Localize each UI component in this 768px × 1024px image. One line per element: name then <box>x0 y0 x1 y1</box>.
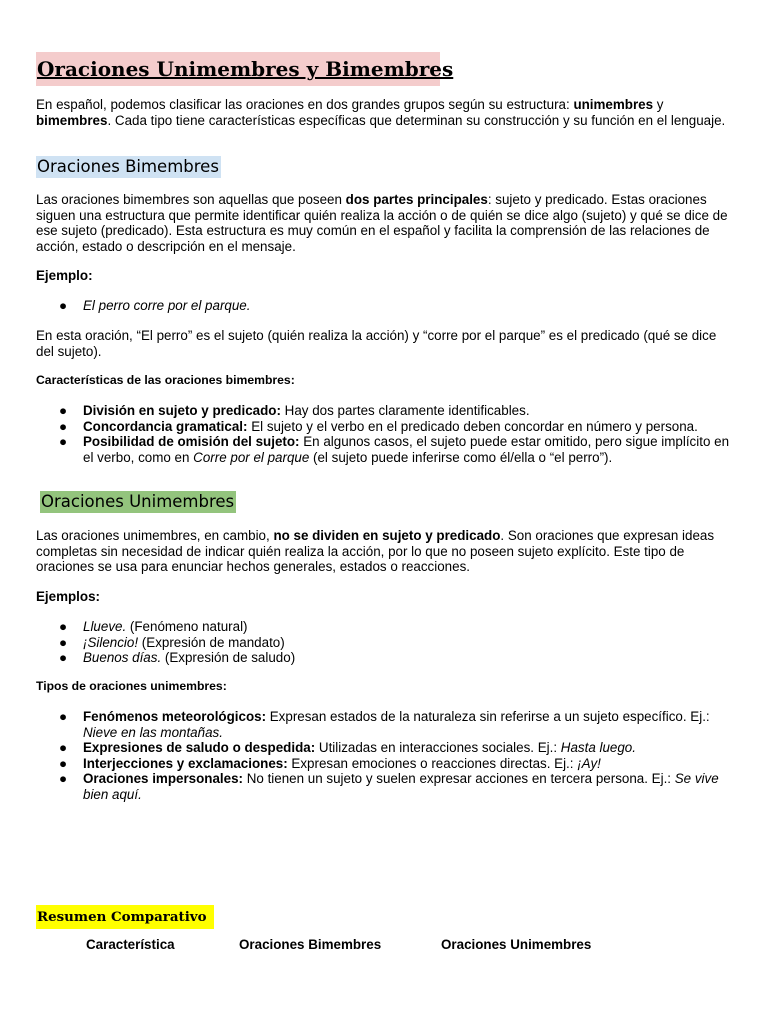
bimembres-paragraph <box>36 192 730 254</box>
bullet-icon: ● <box>59 403 68 418</box>
list-item <box>36 650 730 666</box>
bimembres-explanation: En esta oración, “El perro” es el sujeto (quién realiza la acción) y “corre por el parque” es el predicado (qué se dice del sujeto). <box>36 328 717 359</box>
bimembres-bold: dos partes principales <box>345 192 488 207</box>
bimembres-features-label: Características de las oraciones bimembres: <box>36 373 295 387</box>
bullet-icon: ● <box>59 418 68 434</box>
list-item <box>36 419 730 435</box>
list-item <box>36 756 730 772</box>
type-title: Expresiones de saludo o despedida: <box>83 740 316 755</box>
type-example: Se vive bien aquí. <box>83 771 719 802</box>
example-text: (Expresión de saludo) <box>161 650 296 665</box>
type-example: Hasta luego. <box>560 740 636 755</box>
type-text: Expresan emociones o reacciones directas. Ej.: <box>287 755 578 771</box>
bullet-icon: ● <box>59 771 68 786</box>
type-text: No tienen un sujeto y suelen expresar acciones en tercera persona. Ej.: <box>243 771 675 786</box>
heading-unimembres: Oraciones Unimembres <box>41 492 235 511</box>
table-header-caracteristica: Característica <box>86 937 175 952</box>
bimembres-text-2: : sujeto y predicado. Estas oraciones siguen una estructura que permite identificar quién realiza la acción o de quién se dice algo (sujeto) y qué se dice de ese sujeto (predicado). Esta estructura es muy común en el español y facilita la comprensión de las relaciones de acción, estado o descripción en el mensaje. <box>36 192 728 254</box>
list-item <box>36 740 730 756</box>
feature-text: El sujeto y el verbo en el predicado deben concordar en número y persona. <box>247 418 698 434</box>
list-item <box>36 298 730 314</box>
list-item <box>36 771 730 802</box>
intro-bold-bimembres: bimembres <box>36 112 108 128</box>
bullet-icon: ● <box>59 650 68 665</box>
feature-text-2: (el sujeto puede inferirse como él/ella o “el perro”). <box>309 449 613 465</box>
bullet-icon: ● <box>59 434 68 449</box>
example-text: (Fenómeno natural) <box>126 619 248 634</box>
feature-title: Posibilidad de omisión del sujeto: <box>83 434 300 449</box>
bullet-icon: ● <box>59 298 68 313</box>
type-title: Interjecciones y exclamaciones: <box>83 755 288 771</box>
bullet-icon: ● <box>59 619 68 634</box>
bullet-icon: ● <box>59 634 68 650</box>
unimembres-text-1: Las oraciones unimembres, en cambio, <box>36 528 274 543</box>
feature-title: Concordancia gramatical: <box>83 418 248 434</box>
bimembres-features-list <box>36 403 730 465</box>
table-header-unimembres: Oraciones Unimembres <box>441 937 592 952</box>
table-header-bimembres: Oraciones Bimembres <box>239 937 382 952</box>
list-item <box>36 403 730 419</box>
feature-title: División en sujeto y predicado: <box>83 403 281 418</box>
unimembres-paragraph <box>36 528 730 575</box>
example-italic: Buenos días. <box>83 650 162 665</box>
intro-text-2: y <box>653 97 664 112</box>
feature-text: Hay dos partes claramente identificables. <box>280 403 530 418</box>
feature-italic: Corre por el parque <box>193 449 310 465</box>
intro-paragraph <box>36 97 730 128</box>
type-title: Fenómenos meteorológicos: <box>83 709 267 724</box>
intro-bold-unimembres: unimembres <box>573 97 654 112</box>
list-item <box>36 434 730 465</box>
unimembres-bold: no se dividen en sujeto y predicado <box>273 528 501 543</box>
example-italic: ¡Silencio! <box>83 634 139 650</box>
type-text: Utilizadas en interacciones sociales. Ej.: <box>315 740 561 755</box>
unimembres-types-list <box>36 709 730 802</box>
type-title: Oraciones impersonales: <box>83 771 244 786</box>
bullet-icon: ● <box>59 740 68 755</box>
example-italic: Llueve. <box>83 619 127 634</box>
bimembres-example-label: Ejemplo: <box>36 268 93 283</box>
intro-text-3: . Cada tipo tiene características específicas que determinan su construcción y su función en el lenguaje. <box>107 112 726 128</box>
bullet-icon: ● <box>59 709 68 724</box>
type-text: Expresan estados de la naturaleza sin referirse a un sujeto específico. Ej.: <box>266 709 710 724</box>
unimembres-text-2: . Son oraciones que expresan ideas completas sin necesidad de indicar quién realiza la acción, por lo que no poseen sujeto explícito. Este tipo de oraciones se usa para enunciar hechos generales, estados o reacciones. <box>36 528 715 574</box>
example-text: El perro corre por el parque. <box>83 298 251 313</box>
feature-text: En algunos casos, el sujeto puede estar omitido, pero sigue implícito en el verbo, como en <box>83 434 730 465</box>
heading-bimembres: Oraciones Bimembres <box>37 157 219 176</box>
bullet-icon: ● <box>59 755 68 771</box>
type-example: Nieve en las montañas. <box>83 724 223 740</box>
intro-text-1: En español, podemos clasificar las oraciones en dos grandes grupos según su estructura: <box>36 97 574 112</box>
bimembres-example-list <box>36 298 730 314</box>
unimembres-types-label: Tipos de oraciones unimembres: <box>36 679 227 693</box>
example-text: (Expresión de mandato) <box>138 634 285 650</box>
list-item <box>36 709 730 740</box>
summary-heading: Resumen Comparativo <box>36 905 214 929</box>
unimembres-examples-list <box>36 619 730 666</box>
document-title: Oraciones Unimembres y Bimembres <box>36 52 440 86</box>
unimembres-examples-label: Ejemplos: <box>36 589 100 604</box>
list-item <box>36 619 730 635</box>
type-example: ¡Ay! <box>577 755 601 771</box>
list-item <box>36 635 730 651</box>
bimembres-text-1: Las oraciones bimembres son aquellas que poseen <box>36 192 346 207</box>
